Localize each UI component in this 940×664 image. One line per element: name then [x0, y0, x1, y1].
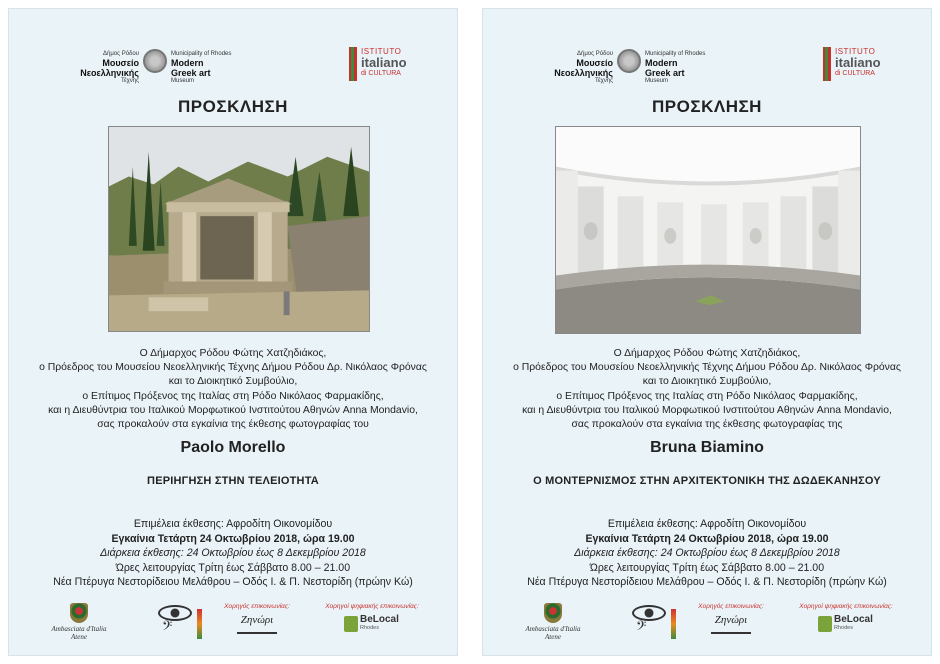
exhibition-title: Ο ΜΟΝΤΕΡΝΙΣΜΟΣ ΣΤΗΝ ΑΡΧΙΤΕΚΤΟΝΙΚΗ ΤΗΣ ΔΩΔΕΚΑΝΗΣΟΥ — [533, 475, 881, 487]
comm-sponsor-label: Χορηγός επικοινωνίας: — [698, 603, 764, 610]
embassy-line1: Ambasciata d'Italia — [525, 625, 581, 633]
iic-logo-line1: ISTITUTO — [361, 47, 402, 56]
venue-line: Νέα Πτέρυγα Νεστορίδειου Μελάθρου – Οδός Ι. & Π. Νεστορίδη (πρώην Κώ) — [527, 576, 887, 589]
intro-line: ο Επίτιμος Πρόξενος της Ιταλίας στη Ρόδο Νικόλαος Φαρμακίδης, — [82, 390, 384, 402]
digital-sponsor-label: Χορηγοί ψηφιακής επικοινωνίας: — [799, 603, 893, 610]
museum-logo-gr-line1: Μουσείο — [102, 58, 139, 68]
intro-line: Ο Δήμαρχος Ρόδου Φώτης Χατζηδιάκος, — [139, 348, 327, 359]
iic-logo-line2: italiano — [361, 55, 407, 70]
exhibition-details — [483, 517, 931, 590]
museum-logo-en-small: Municipality of Rhodes — [645, 51, 706, 57]
digital-sponsor-name: BeLocal — [360, 614, 399, 625]
eye-music-logo-icon: 𝄢 — [154, 605, 198, 645]
sponsors-footer — [483, 603, 931, 653]
museum-logo-en-line2: Greek art — [171, 68, 211, 78]
iic-logo-line2: italiano — [835, 55, 881, 70]
istituto-italiano-logo — [347, 43, 427, 87]
museum-seal-icon — [143, 49, 167, 73]
comm-sponsor-name: Ζηνώρι — [711, 614, 751, 634]
intro-line: και η Διευθύντρια του Ιταλικού Μορφωτικού Ινστιτούτου Αθηνών Anna Mondavio, — [48, 404, 418, 416]
sponsors-footer — [9, 603, 457, 653]
iic-logo-line3: di CULTURA — [835, 70, 875, 77]
italian-embassy-logo — [49, 603, 109, 641]
italian-embassy-logo — [523, 603, 583, 641]
museum-logo-gr-line2: Νεοελληνικής — [80, 68, 139, 78]
delphi-treasury-photo — [108, 126, 370, 332]
digital-sponsor-sub: Rhodes — [360, 625, 379, 631]
belocal-icon — [344, 616, 358, 632]
embassy-line1: Ambasciata d'Italia — [51, 625, 107, 633]
iic-logo-line1: ISTITUTO — [835, 47, 876, 56]
museum-logo — [77, 47, 247, 85]
intro-line: Ο Δήμαρχος Ρόδου Φώτης Χατζηδιάκος, — [613, 348, 801, 359]
istituto-italiano-logo — [821, 43, 901, 87]
digital-sponsor — [791, 603, 901, 636]
communication-sponsor — [222, 603, 292, 634]
museum-logo-en-line3: Museum — [171, 78, 195, 84]
comm-sponsor-name: Ζηνώρι — [237, 614, 277, 634]
museum-logo — [551, 47, 721, 85]
duration-line: Διάρκεια έκθεσης: 24 Οκτωβρίου έως 8 Δεκεμβρίου 2018 — [100, 547, 366, 560]
hours-line: Ώρες λειτουργίας Τρίτη έως Σάββατο 8.00 – 21.00 — [115, 561, 351, 574]
exhibition-title: ΠΕΡΙΗΓΗΣΗ ΣΤΗΝ ΤΕΛΕΙΟΤΗΤΑ — [147, 475, 319, 487]
curator-line: Επιμέλεια έκθεσης: Αφροδίτη Οικονομίδου — [133, 518, 333, 530]
venue-line: Νέα Πτέρυγα Νεστορίδειου Μελάθρου – Οδός Ι. & Π. Νεστορίδη (πρώην Κώ) — [53, 576, 413, 589]
comm-sponsor-label: Χορηγός επικοινωνίας: — [224, 603, 290, 610]
museum-logo-gr-line1: Μουσείο — [576, 58, 613, 68]
museum-seal-icon — [617, 49, 641, 73]
museum-logo-gr-small: Δήμος Ρόδου — [103, 51, 139, 57]
digital-sponsor — [317, 603, 427, 636]
opening-line: Εγκαίνια Τετάρτη 24 Οκτωβρίου 2018, ώρα 19.00 — [585, 532, 829, 545]
curator-line: Επιμέλεια έκθεσης: Αφροδίτη Οικονομίδου — [607, 518, 807, 530]
communication-sponsor — [696, 603, 766, 634]
belocal-icon — [818, 616, 832, 632]
invitation-intro — [9, 347, 457, 432]
italian-emblem-icon — [70, 603, 88, 623]
museum-logo-en-line3: Museum — [645, 78, 669, 84]
rotunda-interior-photo — [555, 126, 861, 334]
intro-line: και η Διευθύντρια του Ιταλικού Μορφωτικού Ινστιτούτου Αθηνών Anna Mondavio, — [522, 404, 892, 416]
embassy-line2: Atene — [545, 633, 561, 641]
artist-name: Bruna Biamino — [650, 439, 764, 456]
invitation-intro — [483, 347, 931, 432]
digital-sponsor-name: BeLocal — [834, 614, 873, 625]
intro-line: ο Επίτιμος Πρόξενος της Ιταλίας στη Ρόδο Νικόλαος Φαρμακίδης, — [556, 390, 858, 402]
invitation-card-morello — [8, 8, 458, 656]
digital-sponsor-label: Χορηγοί ψηφιακής επικοινωνίας: — [325, 603, 419, 610]
eye-music-logo-icon: 𝄢 — [628, 605, 672, 645]
museum-logo-en-line1: Modern — [645, 58, 678, 68]
opening-line: Εγκαίνια Τετάρτη 24 Οκτωβρίου 2018, ώρα 19.00 — [111, 532, 355, 545]
duration-line: Διάρκεια έκθεσης: 24 Οκτωβρίου έως 8 Δεκεμβρίου 2018 — [574, 547, 840, 560]
museum-logo-gr-line3: Τέχνης — [594, 78, 613, 84]
digital-sponsor-sub: Rhodes — [834, 625, 853, 631]
museum-logo-gr-line3: Τέχνης — [120, 78, 139, 84]
museum-logo-en-line2: Greek art — [645, 68, 685, 78]
belocal-logo — [818, 614, 874, 636]
invitation-title: ΠΡΟΣΚΛΗΣΗ — [178, 97, 288, 116]
belocal-logo — [344, 614, 400, 636]
embassy-line2: Atene — [71, 633, 87, 641]
intro-line: σας προκαλούν στα εγκαίνια της έκθεσης φωτογραφίας της — [571, 419, 843, 431]
museum-logo-en-line1: Modern — [171, 58, 204, 68]
museum-logo-en-small: Municipality of Rhodes — [171, 51, 232, 57]
invitation-title: ΠΡΟΣΚΛΗΣΗ — [652, 97, 762, 116]
intro-line: ο Πρόεδρος του Μουσείου Νεοελληνικής Τέχνης Δήμου Ρόδου Δρ. Νικόλαος Φρόνας — [513, 362, 901, 374]
intro-line: και το Διοικητικό Συμβούλιο, — [642, 376, 772, 388]
iic-logo-line3: di CULTURA — [361, 70, 401, 77]
hours-line: Ώρες λειτουργίας Τρίτη έως Σάββατο 8.00 – 21.00 — [589, 561, 825, 574]
italian-emblem-icon — [544, 603, 562, 623]
museum-logo-gr-line2: Νεοελληνικής — [554, 68, 613, 78]
exhibition-details — [9, 517, 457, 590]
intro-line: και το Διοικητικό Συμβούλιο, — [168, 376, 298, 388]
artist-name: Paolo Morello — [180, 439, 286, 456]
invitation-card-biamino — [482, 8, 932, 656]
museum-logo-gr-small: Δήμος Ρόδου — [577, 51, 613, 57]
intro-line: ο Πρόεδρος του Μουσείου Νεοελληνικής Τέχνης Δήμου Ρόδου Δρ. Νικόλαος Φρόνας — [39, 362, 427, 374]
intro-line: σας προκαλούν στα εγκαίνια της έκθεσης φωτογραφίας του — [97, 419, 369, 431]
